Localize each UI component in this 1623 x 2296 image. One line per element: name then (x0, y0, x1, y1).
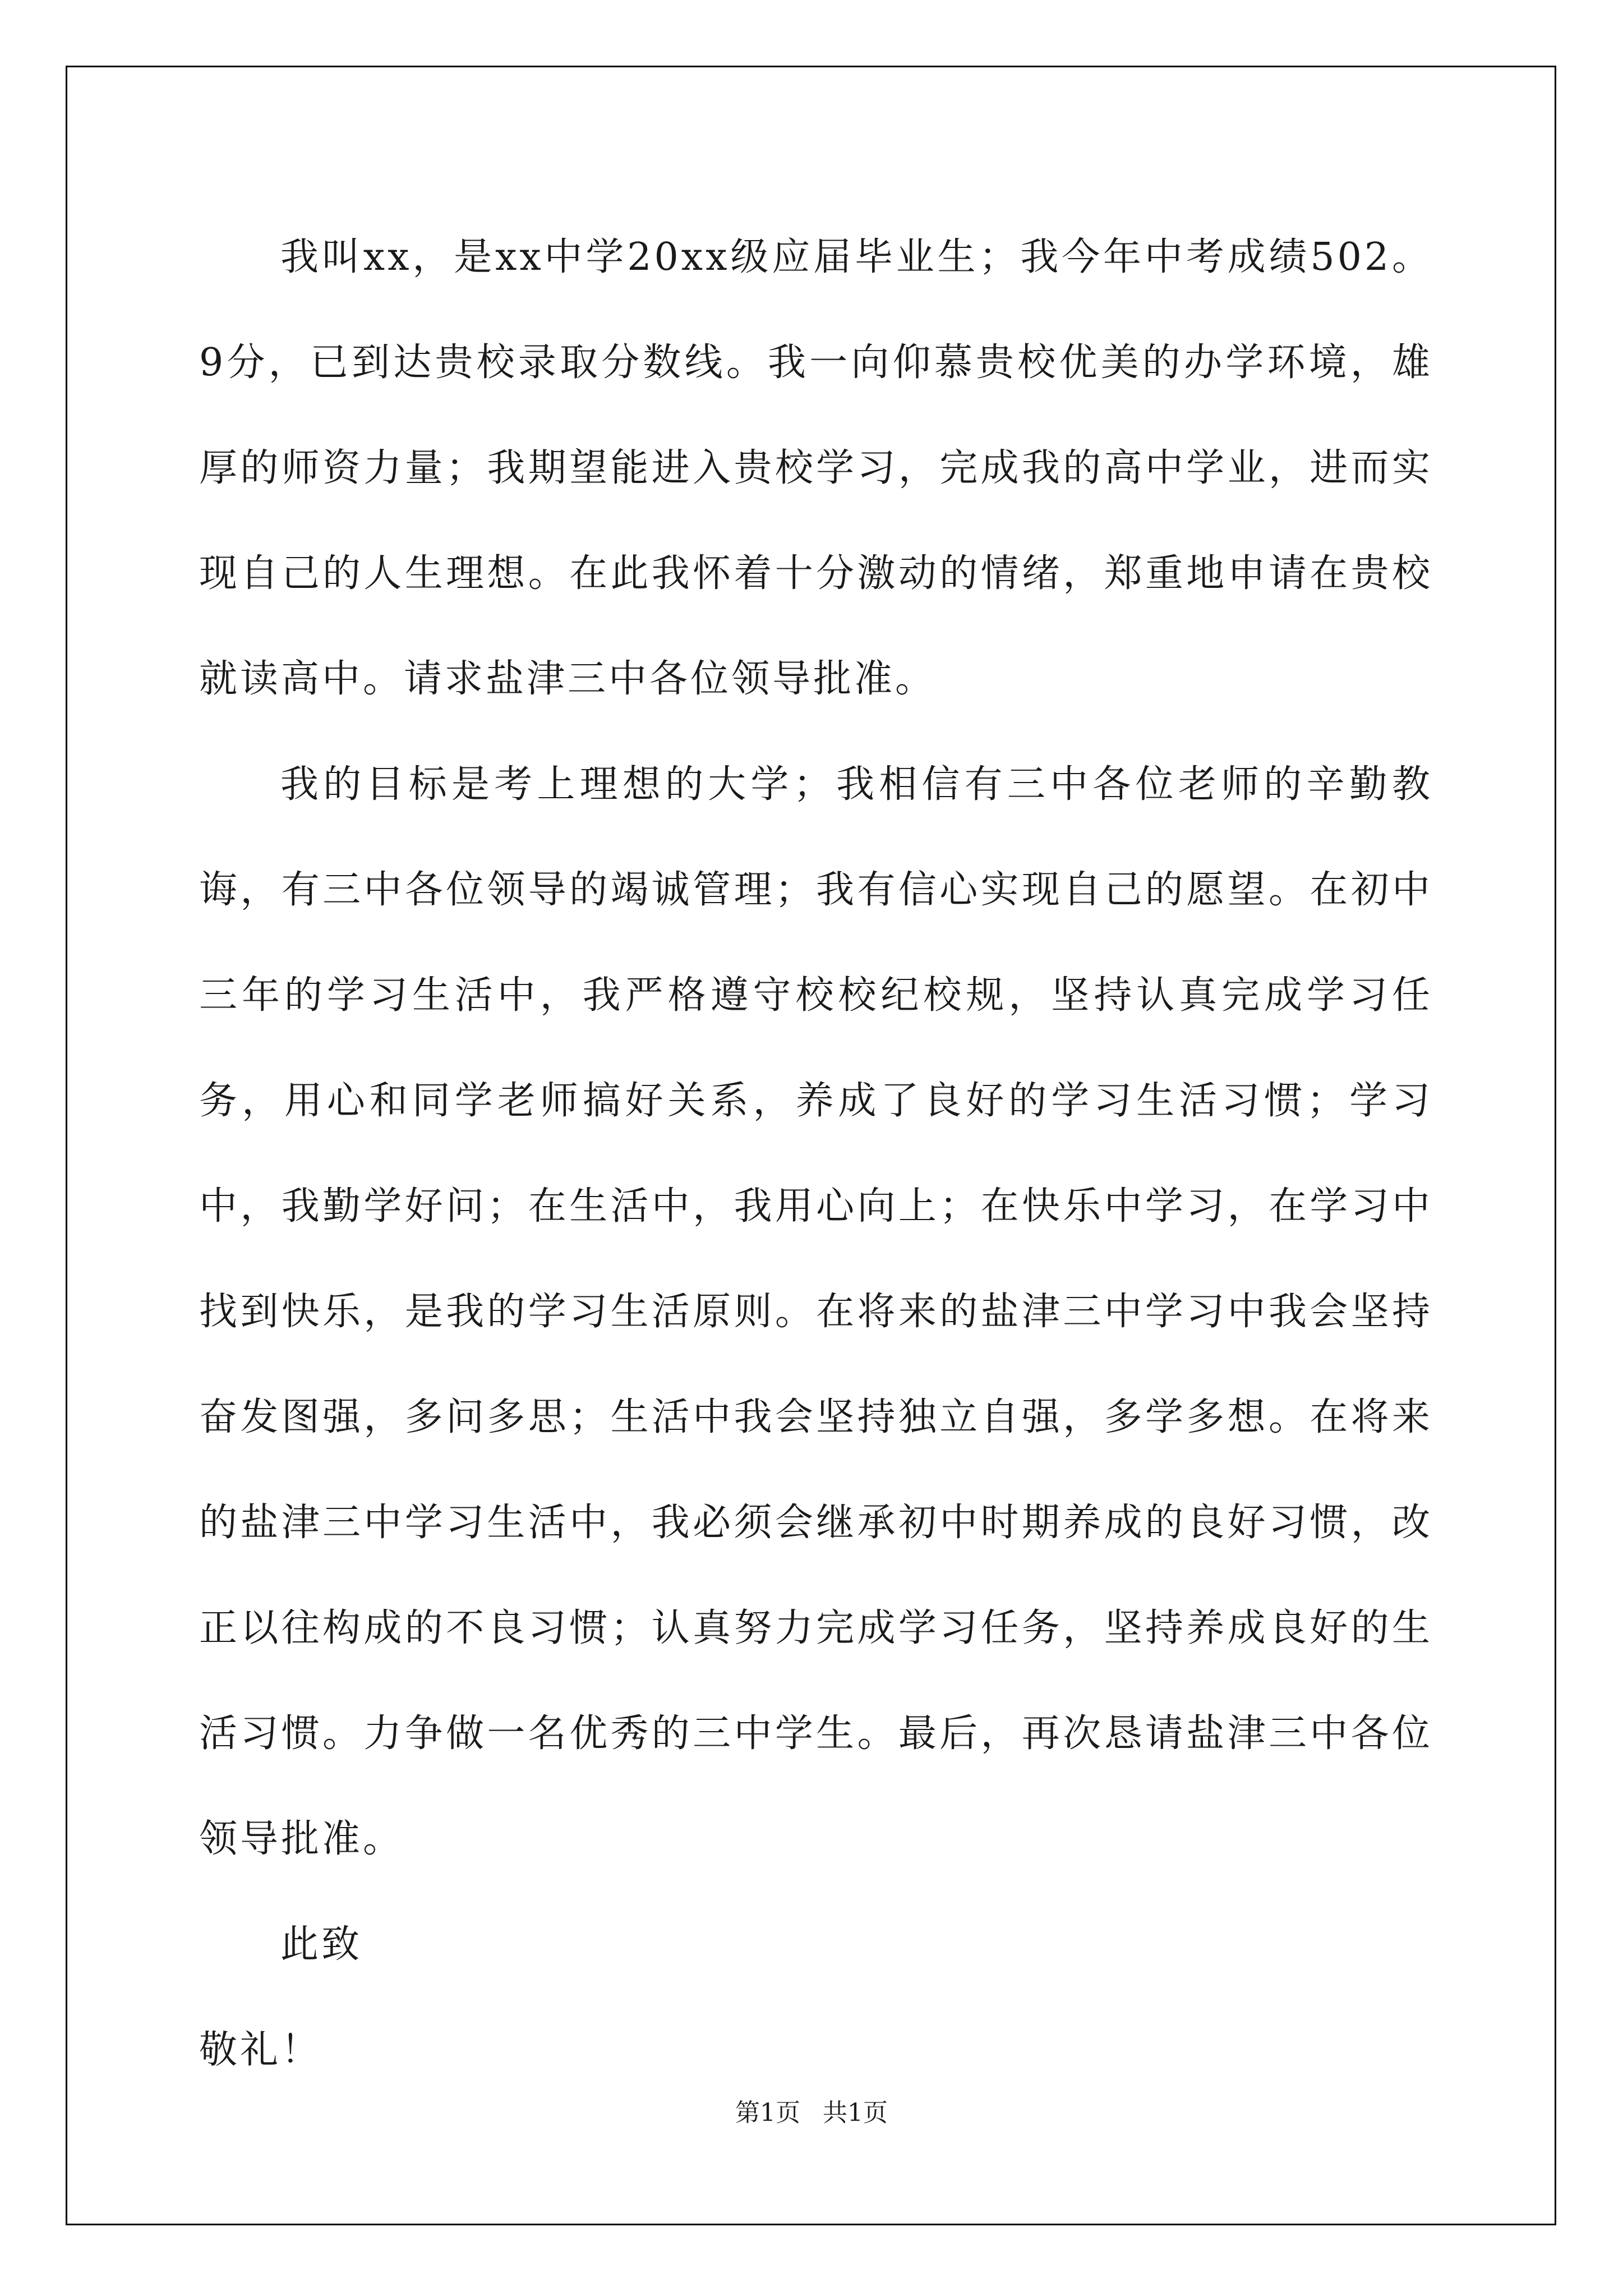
page-footer (0, 2092, 1623, 2128)
page-number-total: 共1页 (823, 2099, 888, 2127)
page-number-current: 第1页 (735, 2099, 800, 2127)
letter-body (199, 205, 1433, 2103)
closing: 敬礼！ (199, 2028, 322, 2072)
salutation: 此致 (280, 1922, 363, 1967)
paragraph-goals: 我的目标是考上理想的大学；我相信有三中各位老师的辛勤教诲，有三中各位领导的竭诚管理；我有信心实现自己的愿望。在初中三年的学习生活中，我严格遵守校校纪校规，坚持认真完成学习任务，用心和同学老师搞好关系，养成了良好的学习生活习惯；学习中，我勤学好问；在生活中，我用心向上；在快乐中学习，在学习中找到快乐，是我的学习生活原则。在将来的盐津三中学习中我会坚持奋发图强，多问多思；生活中我会坚持独立自强，多学多想。在将来的盐津三中学习生活中，我必须会继承初中时期养成的良好习惯，改正以往构成的不良习惯；认真努力完成学习任务，坚持养成良好的生活习惯。力争做一名优秀的三中学生。最后，再次恳请盐津三中各位领导批准。 (199, 762, 1433, 1861)
paragraph-intro: 我叫xx，是xx中学20xx级应届毕业生；我今年中考成绩502。9分，已到达贵校录取分数线。我一向仰慕贵校优美的办学环境，雄厚的师资力量；我期望能进入贵校学习，完成我的高中学业，进而实现自己的人生理想。在此我怀着十分激动的情绪，郑重地申请在贵校就读高中。请求盐津三中各位领导批准。 (199, 235, 1433, 701)
